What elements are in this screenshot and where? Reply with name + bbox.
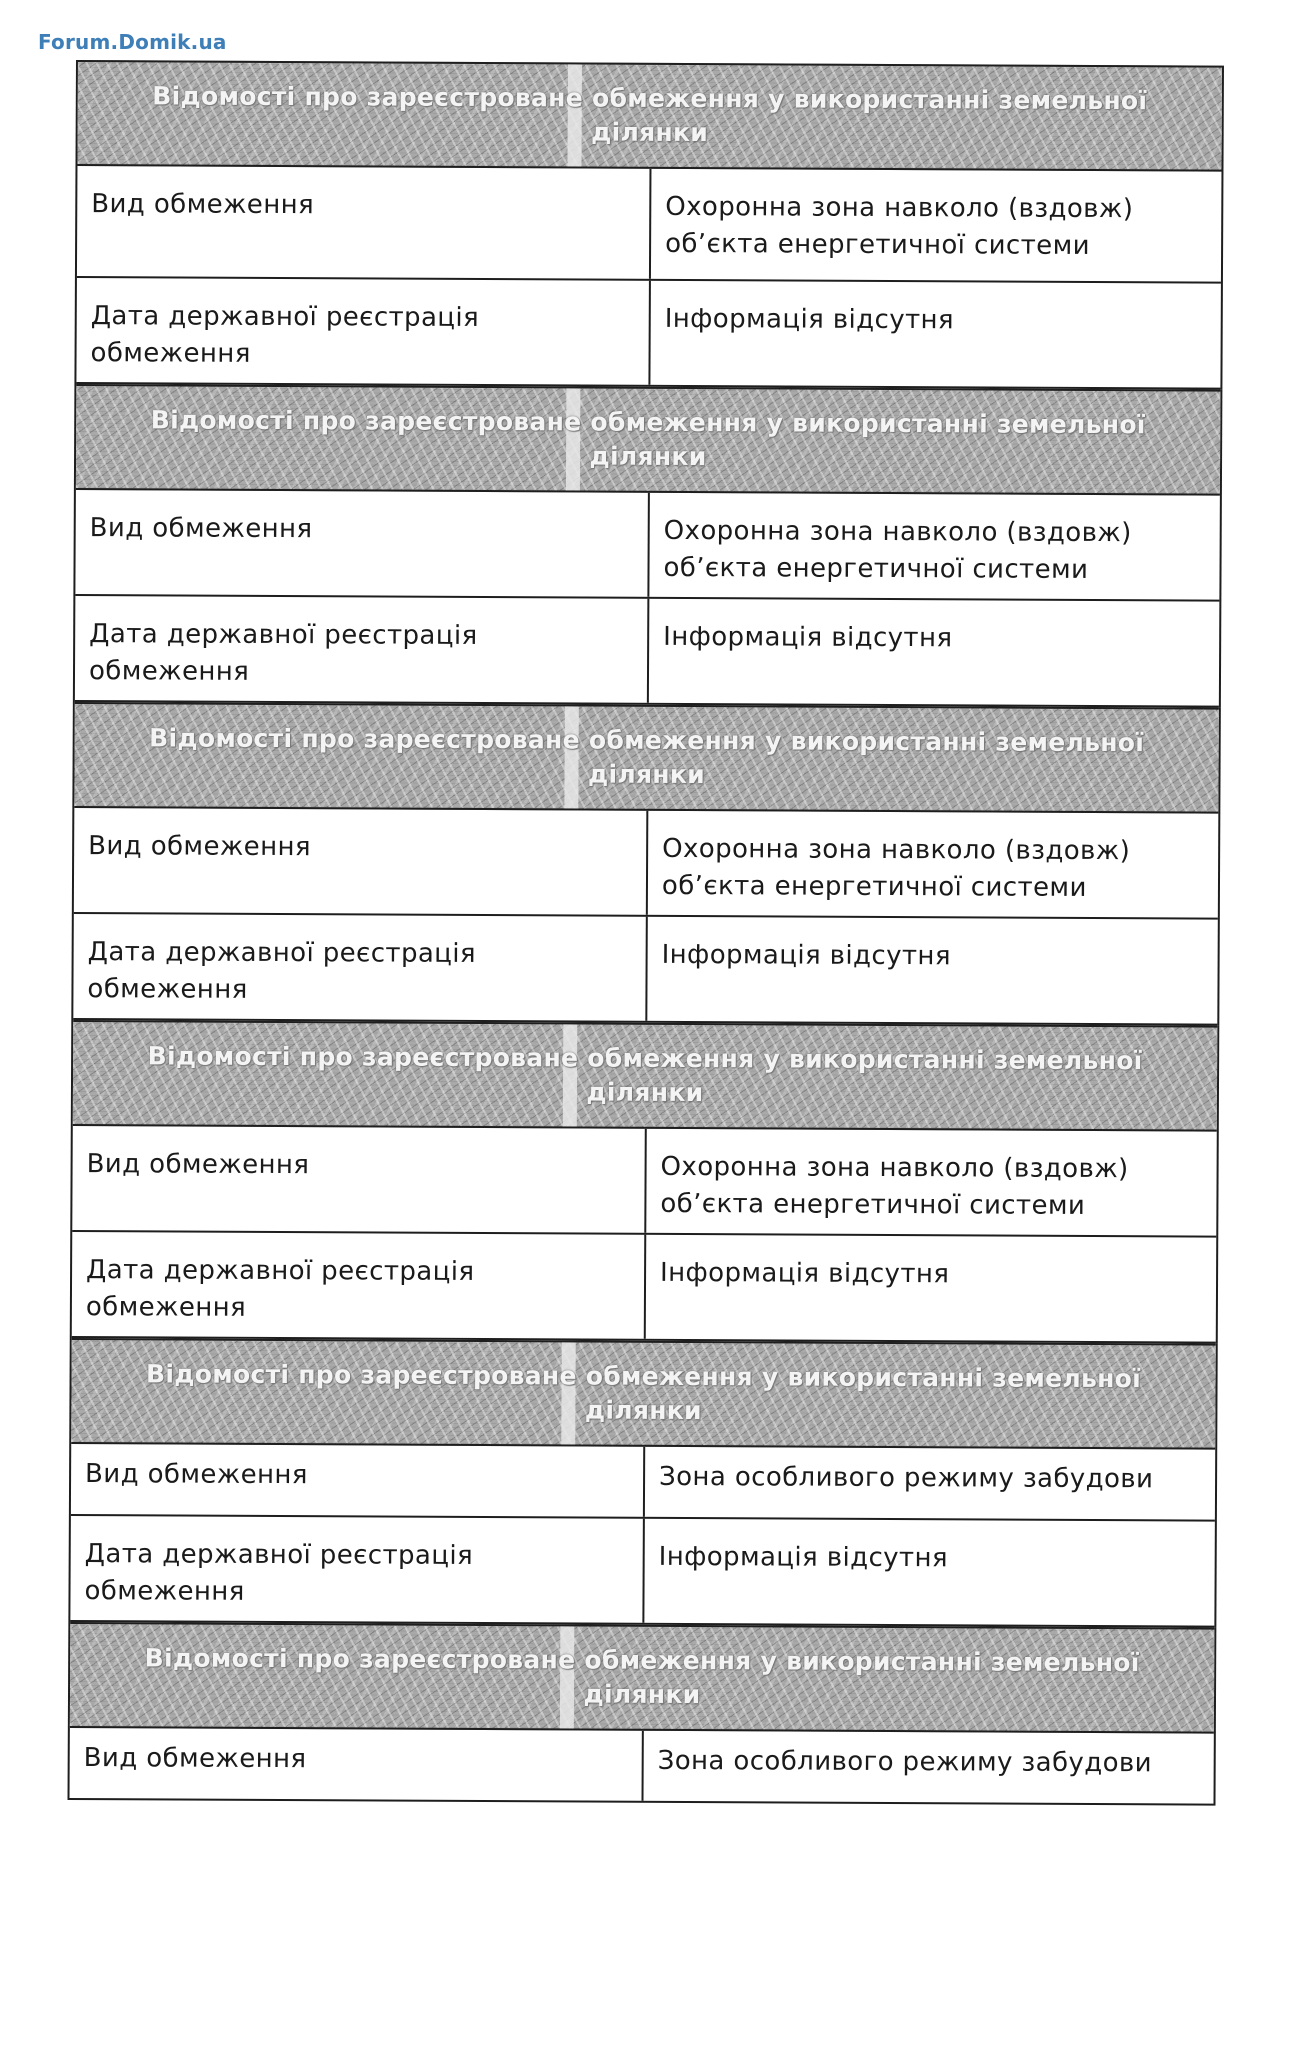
restriction-section: [73, 384, 1223, 708]
table-row: [75, 490, 1220, 602]
row-value: Охоронна зона навколо (вздовж) об’єкта енергетичної системи: [665, 191, 1134, 261]
row-value: Інформація відсутня: [658, 1541, 949, 1574]
row-label: Вид обмеження: [74, 808, 649, 915]
row-value: Інформація відсутня: [663, 621, 953, 654]
table-row: [69, 1728, 1213, 1806]
table-row: [75, 596, 1220, 708]
row-value: Інформація відсутня: [660, 1257, 950, 1290]
section-header: [70, 1622, 1215, 1734]
watermark-logo: Forum.Domik.ua: [38, 30, 227, 54]
restriction-section: [71, 702, 1221, 1026]
restriction-section: [68, 1338, 1217, 1628]
row-label: Дата державної реєстрація обмеження: [76, 278, 651, 385]
row-value: Інформація відсутня: [664, 303, 955, 336]
section-title-line1: Відомості про зареєстроване обмеження у використанні земельної: [146, 1359, 1142, 1394]
section-title-line1: Відомості про зареєстроване обмеження у використанні земельної: [152, 81, 1148, 116]
row-label: Дата державної реєстрація обмеження: [72, 1232, 647, 1339]
section-header: [74, 702, 1219, 814]
table-row: [77, 166, 1222, 284]
section-header: [71, 1338, 1216, 1450]
section-title-line1: Відомості про зареєстроване обмеження у використанні земельної: [147, 1041, 1143, 1076]
row-value: Зона особливого режиму забудови: [659, 1461, 1154, 1495]
table-row: [76, 278, 1221, 390]
restriction-section: [67, 1622, 1216, 1806]
restriction-section: [70, 1020, 1220, 1344]
section-title-line2: ділянки: [583, 1679, 701, 1710]
row-label: Вид обмеження: [75, 490, 650, 597]
row-label: Вид обмеження: [72, 1126, 647, 1233]
table-row: [72, 1232, 1217, 1344]
section-title-line2: ділянки: [584, 1395, 702, 1426]
row-value: Охоронна зона навколо (вздовж) об’єкта енергетичної системи: [661, 833, 1131, 903]
row-value: Зона особливого режиму забудови: [657, 1745, 1153, 1779]
section-header: [77, 60, 1222, 172]
row-label: Вид обмеження: [71, 1444, 645, 1517]
section-header: [73, 1020, 1218, 1132]
section-title-line1: Відомості про зареєстроване обмеження у використанні земельної: [150, 405, 1146, 440]
table-row: [73, 914, 1218, 1026]
table-row: [70, 1516, 1215, 1628]
row-label: Дата державної реєстрація обмеження: [70, 1516, 645, 1623]
restriction-section: [74, 60, 1224, 390]
row-label: Вид обмеження: [70, 1728, 644, 1801]
restrictions-document: [67, 60, 1223, 1806]
row-label: Вид обмеження: [77, 166, 652, 279]
row-value: Охоронна зона навколо (вздовж) об’єкта енергетичної системи: [660, 1151, 1129, 1221]
row-label: Дата державної реєстрація обмеження: [73, 914, 648, 1021]
section-title-line2: ділянки: [586, 1077, 704, 1108]
row-value: Інформація відсутня: [661, 939, 951, 972]
section-title-line2: ділянки: [587, 759, 706, 790]
row-value: Охоронна зона навколо (вздовж) об’єкта енергетичної системи: [663, 515, 1132, 585]
section-title-line1: Відомості про зареєстроване обмеження у використанні земельної: [144, 1643, 1140, 1678]
table-row: [71, 1444, 1215, 1522]
section-title-line1: Відомості про зареєстроване обмеження у використанні земельної: [149, 723, 1145, 758]
table-row: [74, 808, 1219, 920]
section-title-line2: ділянки: [589, 441, 707, 472]
section-title-line2: ділянки: [591, 117, 709, 148]
row-label: Дата державної реєстрація обмеження: [75, 596, 650, 703]
table-row: [72, 1126, 1217, 1238]
section-header: [76, 384, 1221, 496]
